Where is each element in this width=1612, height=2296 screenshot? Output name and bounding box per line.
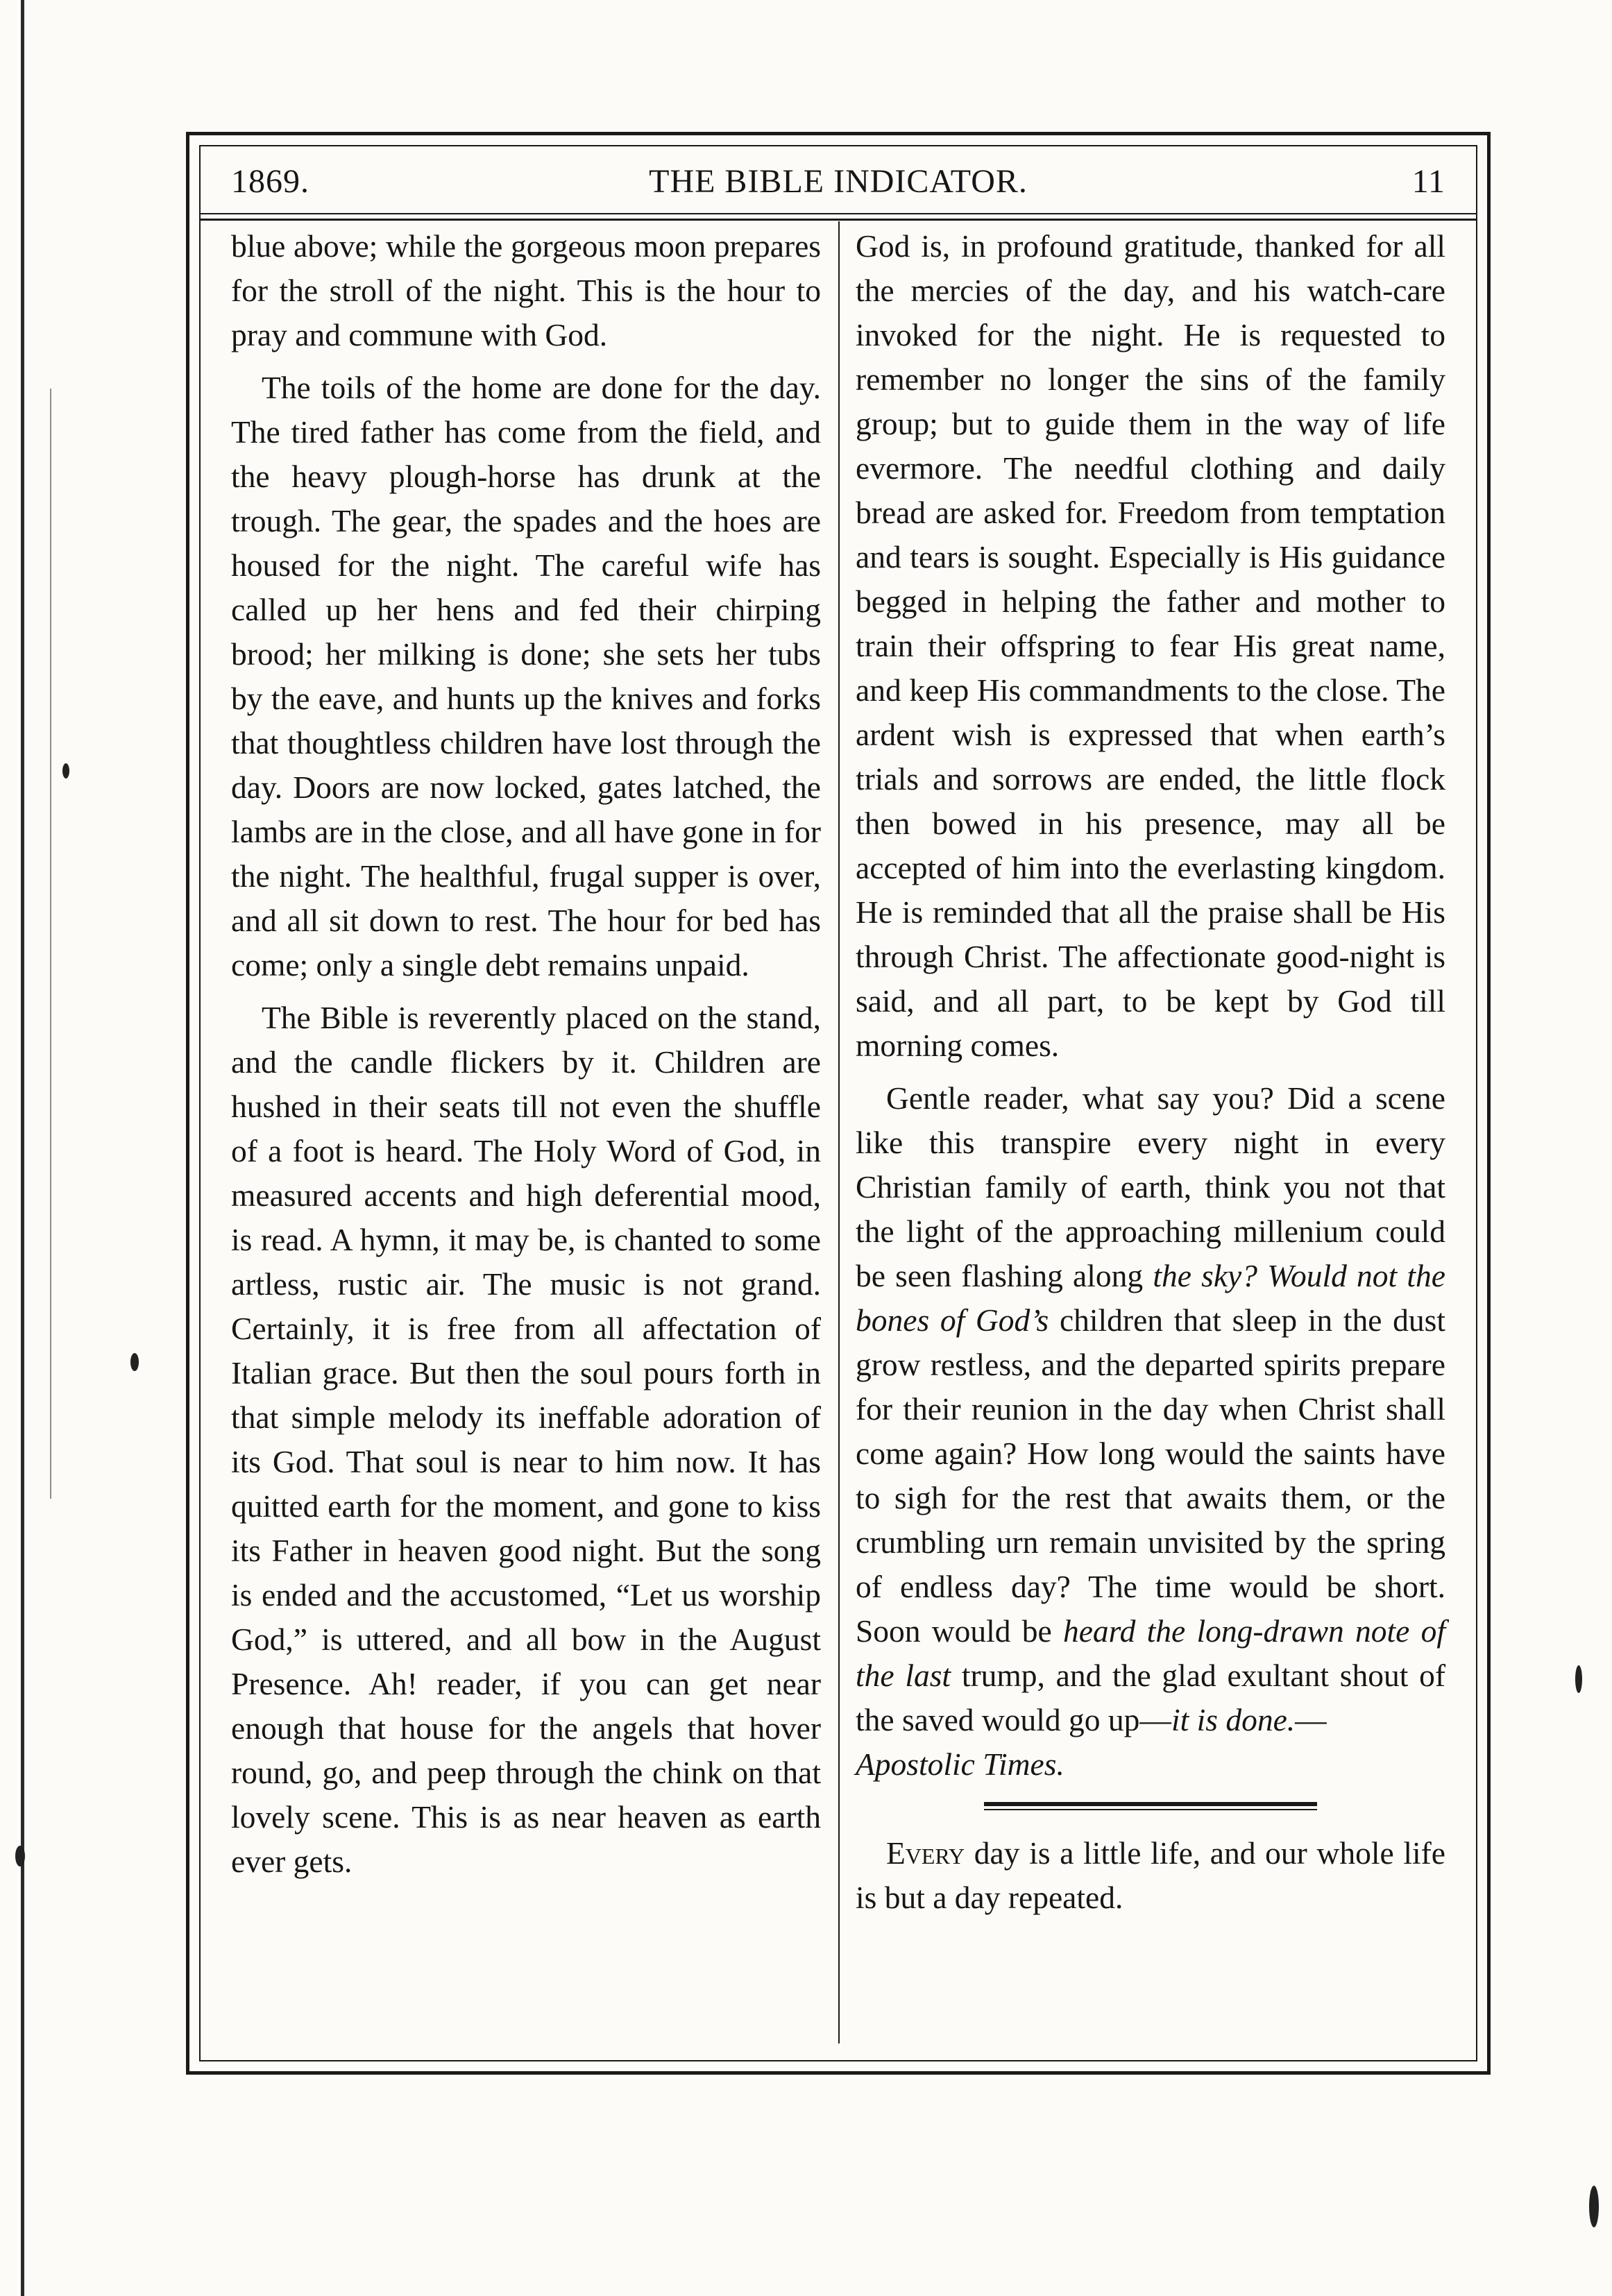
right-column (856, 224, 1445, 1920)
right-paragraph-prayer: God is, in profound gratitude, thanked for all the mercies of the day, and his watch-care invoked for the night. He is requested to remember no longer the sins of the family group; but to guide them in the way of life evermore. The needful clothing and daily bread are asked for. Freedom from temptation and tears is sought. Especially is His guidance begged in helping the father and mother to train their offspring to fear His great name, and keep His commandments to the close. The ardent wish is expressed that when earth’s trials and sorrows are ended, the little flock then bowed in his presence, may all be accepted of him into the everlasting kingdom. He is reminded that all the praise shall be His through Christ. The affectionate good-night is said, and all part, to be kept by God till morning comes. (856, 228, 1445, 1063)
gentle-reader-italic-done: it is done. (1171, 1702, 1296, 1737)
left-paragraph-continued: blue above; while the gorgeous moon prepares for the stroll of the night. This is the hour to pray and commune with God. (231, 228, 821, 352)
gentle-reader-text-start: Gentle reader, what say you? Did a scene like this transpire every night in every Christian family of earth, think you not that the light of the approaching millenium could be seen flashing along (856, 1080, 1445, 1293)
header-rule (199, 213, 1477, 214)
right-paragraph-every-day (856, 1831, 1445, 1920)
header-rule-double (199, 219, 1477, 221)
left-paragraph-bible-reading: The Bible is reverently placed on the stand, and the candle flickers by it. Children are hushed in their seats till not even the shuffle of a foot is heard. The Holy Word of God, in measured accents and high deferential mood, is read. A hymn, it may be, is chanted to some artless, rustic air. The music is not grand. Certainly, it is free from all affectation of Italian grace. But then the soul pours forth in that simple melody its ineffable adoration of its God. That soul is near to him now. It has quitted earth for the moment, and gone to kiss its Father in heaven good night. But the song is ended and the accustomed, “Let us worship God,” is uttered, and all bow in the August Presence. Ah! reader, if you can get near enough that house for the angels that hover round, go, and peep through the chink on that lovely scene. This is as near heaven as earth ever gets. (231, 1000, 821, 1879)
separator-thick-line (984, 1802, 1317, 1806)
ink-speck (1589, 2186, 1599, 2227)
every-day-smallcaps: Every (886, 1835, 965, 1871)
ink-speck (62, 763, 69, 779)
gentle-reader-text-mid: children that sleep in the dust grow restless, and the departed spirits prepare for their reunion in the day when Christ shall come again? How long would the saints have to sigh for the rest that awaits them, or the crumbling urn remain unvisited by the spring of endless day? The time would be short. Soon would be (856, 1302, 1445, 1649)
gentle-reader-italic-sky: the sky? Would not the bones of God’s (856, 1258, 1445, 1338)
every-day-text: day is a little life, and our whole life is but a day repeated. (856, 1835, 1445, 1915)
gentle-reader-dash: — (1295, 1702, 1327, 1737)
ink-speck (130, 1353, 139, 1371)
ink-speck (15, 1846, 25, 1866)
ink-speck (1575, 1665, 1582, 1693)
separator-thin-line (984, 1809, 1317, 1810)
binding-shadow (50, 389, 51, 1499)
left-column (231, 224, 821, 1884)
section-separator-rule (984, 1802, 1317, 1812)
left-paragraph-home-toils: The toils of the home are done for the day. The tired father has come from the field, and the heavy plough-horse has drunk at the trough. The gear, the spades and the hoes are housed for the night. The careful wife has called up her hens and fed their chirping brood; her milking is done; she sets her tubs by the eave, and hunts up the knives and forks that thoughtless children have lost through the day. Doors are now locked, gates latched, the lambs are in the close, and all have gone in for the night. The healthful, frugal supper is over, and all sit down to rest. The hour for bed has come; only a single debt remains unpaid. (231, 370, 821, 983)
gentle-reader-text-end: trump, and the glad exultant shout of the saved would go up— (856, 1658, 1446, 1737)
gentle-reader-italic-trump: heard the long-drawn note of the last (856, 1613, 1445, 1693)
running-head (231, 158, 1445, 206)
header-title: THE BIBLE INDICATOR. (649, 163, 1028, 200)
binding-edge (21, 0, 24, 2296)
right-paragraph-gentle-reader (856, 1076, 1445, 1742)
header-year: 1869. (231, 163, 309, 200)
column-divider (838, 221, 840, 2043)
article-attribution: Apostolic Times. (856, 1746, 1064, 1782)
page-frame (186, 132, 1491, 2075)
header-page-number: 11 (1411, 163, 1445, 200)
